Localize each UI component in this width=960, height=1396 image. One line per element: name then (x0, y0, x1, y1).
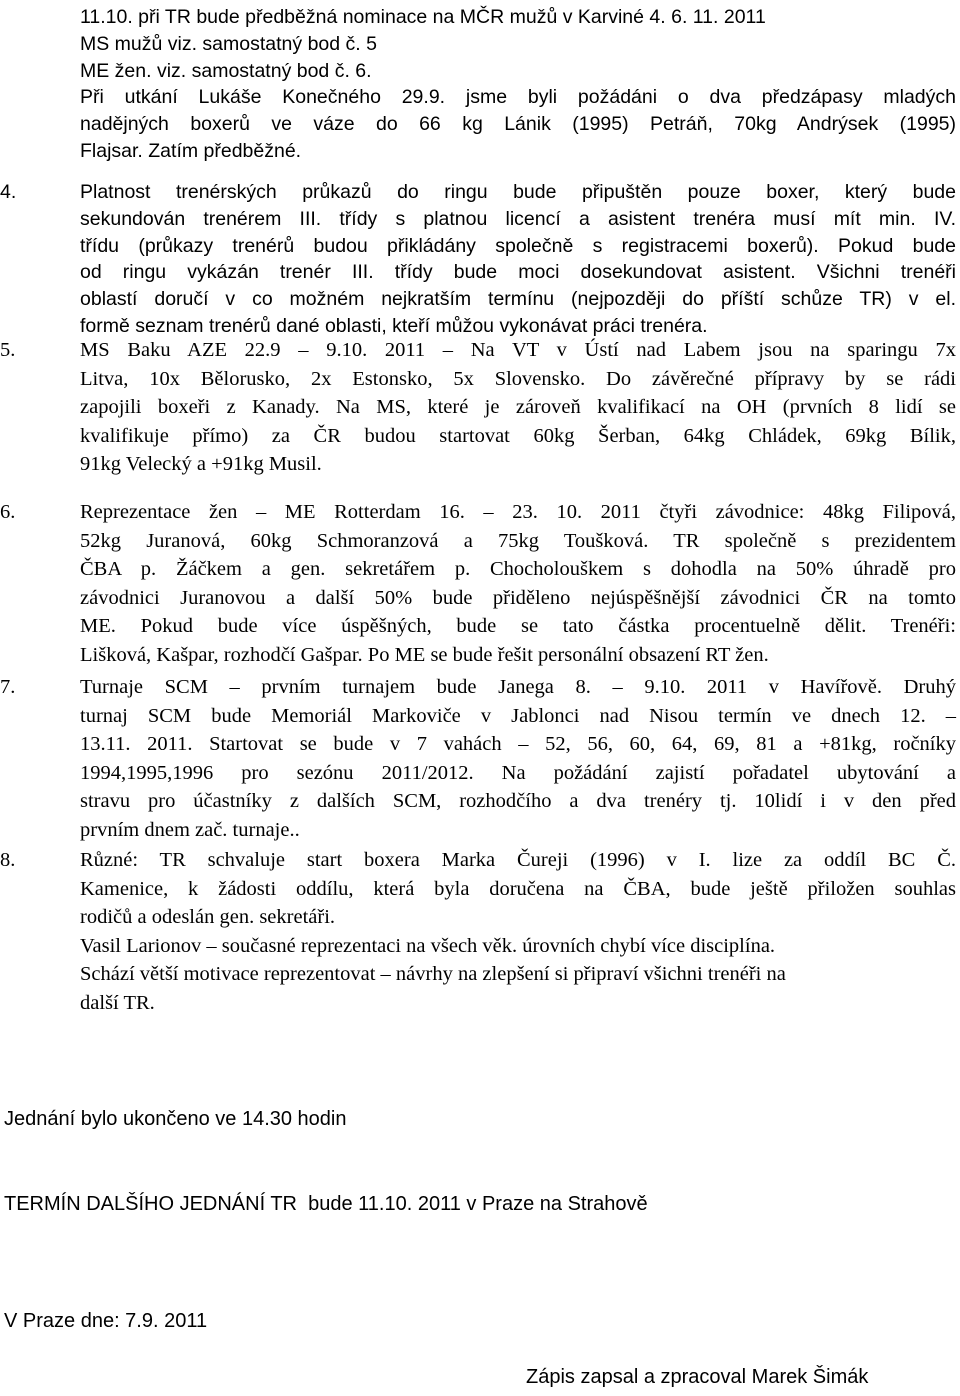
agenda-item-5 (0, 336, 956, 479)
item-line: Reprezentace žen – ME Rotterdam 16. – 23. 10. 2011 čtyři závodnice: 48kg Filipová, (80, 501, 956, 523)
item-line: 1994,1995,1996 pro sezónu 2011/2012. Na požádání zajistí pořadatel ubytování a (80, 761, 956, 784)
intro-line: MS mužů viz. samostatný bod č. 5 (80, 32, 377, 55)
agenda-item-7 (0, 673, 956, 845)
item-number: 7. (0, 676, 16, 698)
intro-line: Při utkání Lukáše Konečného 29.9. jsme byli požádáni o dva předzápasy mladých (80, 86, 956, 109)
item-line: kvalifikuje přímo) za ČR budou startovat 60kg Šerban, 64kg Chládek, 69kg Bílik, (80, 424, 956, 447)
item-line: ČBA p. Žáčkem a gen. sekretářem p. Chocholouškem s dohodla na 50% úhradě pro (80, 558, 956, 581)
item-line: Platnost trenérských průkazů do ringu bude připuštěn pouze boxer, který bude (80, 181, 956, 203)
item-number: 8. (0, 849, 16, 871)
item-line: Schází větší motivace reprezentovat – návrhy na zlepšení si připraví všichni trenéři na (80, 963, 786, 986)
item-line: oblastí doručí v co možném nejkratším termínu (nejpozději do příští schůze TR) v el. (80, 288, 956, 311)
intro-line: 11.10. při TR bude předběžná nominace na MČR mužů v Karviné 4. 6. 11. 2011 (80, 6, 766, 28)
item-line: od ringu vykázán trenér III. třídy bude moci dosekundovat asistent. Všichni trenéři (80, 261, 956, 284)
item-line: Litva, 10x Bělorusko, 2x Estonsko, 5x Slovensko. Do závěrečné přípravy by se rádi (80, 367, 956, 390)
item-line: prvním dnem zač. turnaje.. (80, 818, 300, 841)
item-line: třídu (průkazy trenérů budou přikládány společně s registracemi boxerů). Pokud bude (80, 234, 956, 257)
item-line: sekundován trenérem III. třídy s platnou licencí a asistent trenéra musí mít min. IV. (80, 207, 956, 230)
item-line: závodnici Juranovou a další 50% bude přiděleno nejúspěšnější závodnici ČR na tomto (80, 586, 956, 609)
item-line: zapojili boxeři z Kanady. Na MS, které je zároveň kvalifikací na OH (prvních 8 lidí se (80, 396, 956, 419)
place-date-text: V Praze dne: 7.9. 2011 (4, 1310, 208, 1332)
item-number: 4. (0, 181, 17, 203)
item-number: 6. (0, 501, 16, 523)
agenda-item-8 (0, 846, 956, 1018)
next-meeting-text: TERMÍN DALŠÍHO JEDNÁNÍ TR bude 11.10. 2011 v Praze na Strahově (4, 1193, 648, 1215)
item-line: 52kg Juranová, 60kg Schmoranzová a 75kg Toušková. TR společně s prezidentem (80, 529, 956, 552)
agenda-item-4 (0, 179, 956, 340)
item-line: turnaj SCM bude Memoriál Markoviče v Jablonci nad Nisou termín ve dnech 12. – (80, 704, 956, 727)
item-line: 13.11. 2011. Startovat se bude v 7 vahách – 52, 56, 60, 64, 69, 81 a +81kg, ročníky (80, 733, 956, 756)
item-number: 5. (0, 339, 16, 361)
item-line: Turnaje SCM – prvním turnajem bude Janega 8. – 9.10. 2011 v Havířově. Druhý (80, 676, 956, 698)
item-line: další TR. (80, 991, 155, 1014)
item-line: Lišková, Kašpar, rozhodčí Gašpar. Po ME se bude řešit personální obsazení RT žen. (80, 643, 769, 666)
item-line: 91kg Velecký a +91kg Musil. (80, 453, 322, 476)
item-line: Vasil Larionov – současné reprezentaci na všech věk. úrovních chybí více disciplína. (80, 934, 776, 957)
item-line: formě seznam trenérů dané oblasti, kteří můžou vykonávat práci trenéra. (80, 314, 708, 337)
intro-block (80, 4, 956, 165)
intro-line: Flajsar. Zatím předběžné. (80, 139, 302, 162)
item-line: Různé: TR schvaluje start boxera Marka Čureji (1996) v I. lize za oddíl BC Č. (80, 849, 956, 871)
signature-text: Zápis zapsal a zpracoval Marek Šimák (526, 1366, 869, 1388)
intro-line: nadějných boxerů ve váze do 66 kg Lánik (1995) Petráň, 70kg Andrýsek (1995) (80, 113, 956, 136)
meeting-ended-text: Jednání bylo ukončeno ve 14.30 hodin (4, 1108, 347, 1130)
item-line: MS Baku AZE 22.9 – 9.10. 2011 – Na VT v Ústí nad Labem jsou na sparingu 7x (80, 339, 956, 361)
agenda-item-6 (0, 498, 956, 670)
item-line: ME. Pokud bude více úspěšných, bude se tato částka procentuelně dělit. Trenéři: (80, 615, 956, 638)
intro-line: ME žen. viz. samostatný bod č. 6. (80, 59, 372, 82)
item-line: Kamenice, k žádosti oddílu, která byla doručena na ČBA, bude ještě přiložen souhlas (80, 877, 956, 900)
item-line: stravu pro účastníky z dalších SCM, rozhodčího a dva trenéry tj. 10lidí i v den před (80, 790, 956, 813)
item-line: rodičů a odeslán gen. sekretáři. (80, 906, 336, 929)
